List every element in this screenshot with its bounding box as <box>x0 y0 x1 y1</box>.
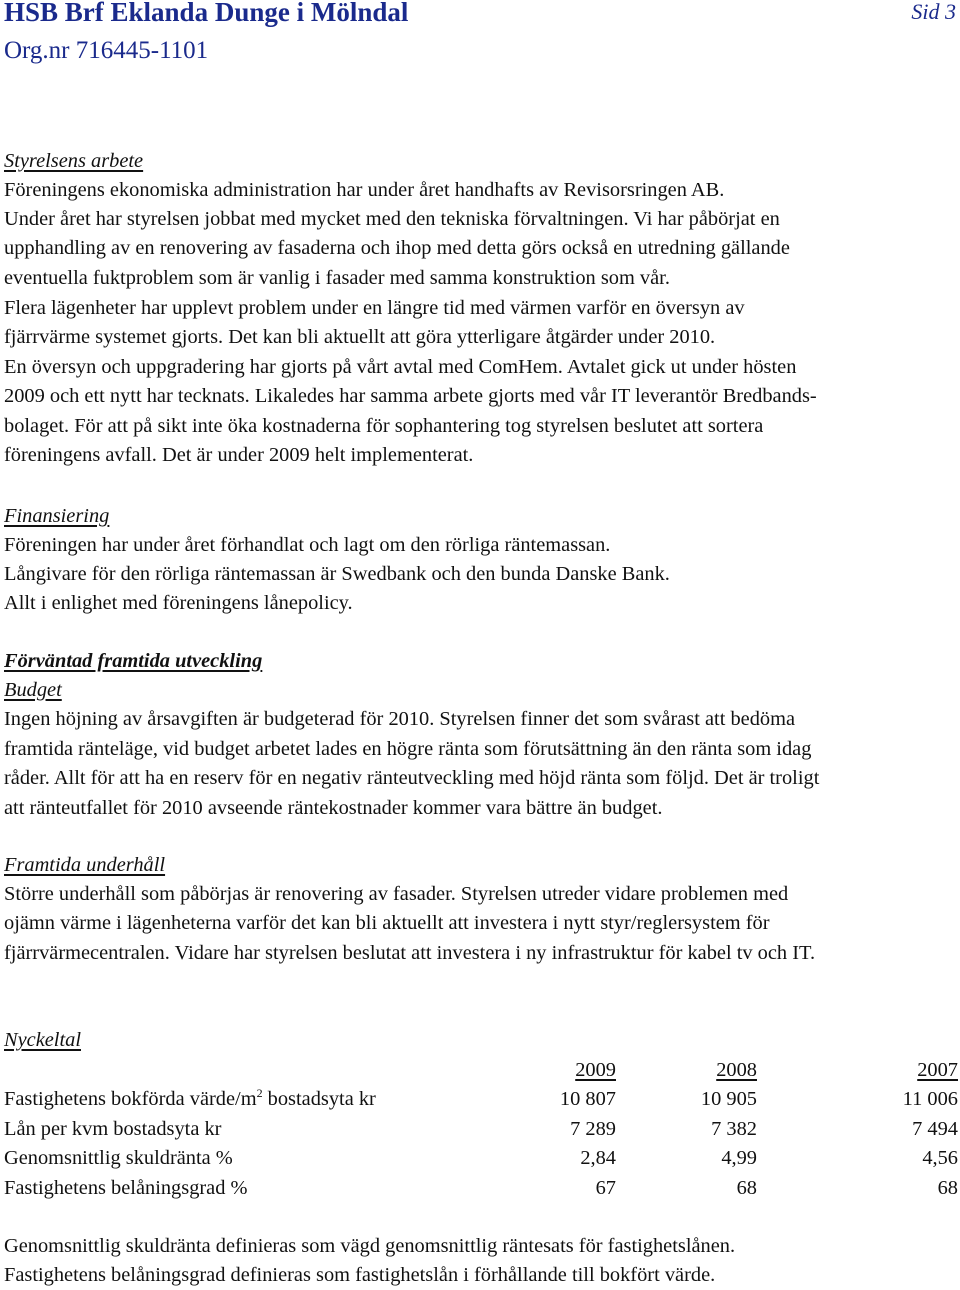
table-header-year: 2007 <box>917 1059 958 1081</box>
table-cell: 10 905 <box>700 1088 757 1110</box>
paragraph-line: Föreningen har under året förhandlat och lagt om den rörliga räntemassan. <box>4 534 611 556</box>
table-cell: 2,84 <box>580 1147 616 1169</box>
paragraph-line: Större underhåll som påbörjas är renovering av fasader. Styrelsen utreder vidare problemen med <box>4 883 789 905</box>
table-cell: 68 <box>937 1177 958 1199</box>
paragraph-line: råder. Allt för att ha en reserv för en negativ ränteutveckling med höjd ränta som följd. Det är troligt <box>4 767 820 789</box>
table-row-label: Genomsnittlig skuldränta % <box>4 1147 233 1169</box>
table-row-label: Fastighetens bokförda värde/$m^2$ bostadsyta kr <box>4 1086 376 1110</box>
paragraph-line: framtida ränteläge, vid budget arbetet lades en högre ränta som förutsättning än den ränta som idag <box>4 738 812 760</box>
paragraph-line: fjärrvärme systemet gjorts. Det kan bli aktuellt att göra ytterligare åtgärder under 2010. <box>4 326 716 348</box>
paragraph-line: Under året har styrelsen jobbat med mycket med den tekniska förvaltningen. Vi har påbörjat en <box>4 208 780 230</box>
org-number: Org.nr 716445-1101 <box>4 37 209 64</box>
subheading-budget: Budget <box>4 679 62 701</box>
table-row-label: Fastighetens belåningsgrad % <box>4 1177 248 1199</box>
paragraph-line: En översyn och uppgradering har gjorts på vårt avtal med ComHem. Avtalet gick ut under hösten <box>4 356 797 378</box>
paragraph-line: bolaget. För att på sikt inte öka kostnaderna för sophantering tog styrelsen beslutet att sortera <box>4 415 764 437</box>
table-cell: 67 <box>595 1177 616 1199</box>
paragraph-line: Långivare för den rörliga räntemassan är Swedbank och den bunda Danske Bank. <box>4 563 670 585</box>
paragraph-line: Föreningens ekonomiska administration har under året handhafts av Revisorsringen AB. <box>4 179 725 201</box>
section-heading-finansiering: Finansiering <box>4 505 110 527</box>
subheading-framtida-underhall: Framtida underhåll <box>4 854 166 876</box>
paragraph-line: upphandling av en renovering av fasaderna och ihop med detta görs också en utredning gällande <box>4 237 790 259</box>
paragraph-line: föreningens avfall. Det är under 2009 helt implementerat. <box>4 444 474 466</box>
table-row-label: Lån per kvm bostadsyta kr <box>4 1118 222 1140</box>
table-cell: 11 006 <box>902 1088 958 1110</box>
table-cell: 4,99 <box>721 1147 757 1169</box>
definition-line: Genomsnittlig skuldränta definieras som vägd genomsnittlig räntesats för fastighetslånen. <box>4 1235 736 1257</box>
section-heading-styrelsens-arbete: Styrelsens arbete <box>4 150 144 172</box>
paragraph-line: att ränteutfallet för 2010 avseende räntekostnader kommer vara bättre än budget. <box>4 797 663 819</box>
table-header-year: 2009 <box>575 1059 616 1081</box>
table-cell: 68 <box>736 1177 757 1199</box>
document-title: HSB Brf Eklanda Dunge i Mölndal <box>4 0 409 27</box>
paragraph-line: 2009 och ett nytt har tecknats. Likaledes har samma arbete gjorts med vår IT leverantör Bredbands- <box>4 385 817 407</box>
paragraph-line: eventuella fuktproblem som är vanlig i fasader med samma konstruktion som vår. <box>4 267 670 289</box>
table-header-year: 2008 <box>716 1059 757 1081</box>
table-cell: 7 289 <box>570 1118 616 1140</box>
nyckeltal-heading-text: Nyckeltal <box>4 1029 81 1051</box>
section-heading-nyckeltal <box>4 1026 81 1055</box>
table-cell: 4,56 <box>922 1147 958 1169</box>
table-cell: 7 494 <box>912 1118 958 1140</box>
table-cell: 10 807 <box>559 1088 616 1110</box>
page-number: Sid 3 <box>911 0 956 24</box>
table-cell: 7 382 <box>711 1118 757 1140</box>
definition-line: Fastighetens belåningsgrad definieras som fastighetslån i förhållande till bokfört värde. <box>4 1264 716 1286</box>
paragraph-line: fjärrvärmecentralen. Vidare har styrelsen beslutat att investera i ny infrastruktur för kabel tv och IT. <box>4 942 816 964</box>
section-heading-forvantad-utveckling: Förväntad framtida utveckling <box>4 650 263 672</box>
paragraph-line: Flera lägenheter har upplevt problem under en längre tid med värmen varför en översyn av <box>4 297 745 319</box>
paragraph-line: Allt i enlighet med föreningens lånepolicy. <box>4 592 353 614</box>
paragraph-line: Ingen höjning av årsavgiften är budgeterad för 2010. Styrelsen finner det som svårast att bedöma <box>4 708 796 730</box>
paragraph-line: ojämn värme i lägenheterna varför det kan bli aktuellt att investera i nytt styr/reglersystem för <box>4 912 770 934</box>
